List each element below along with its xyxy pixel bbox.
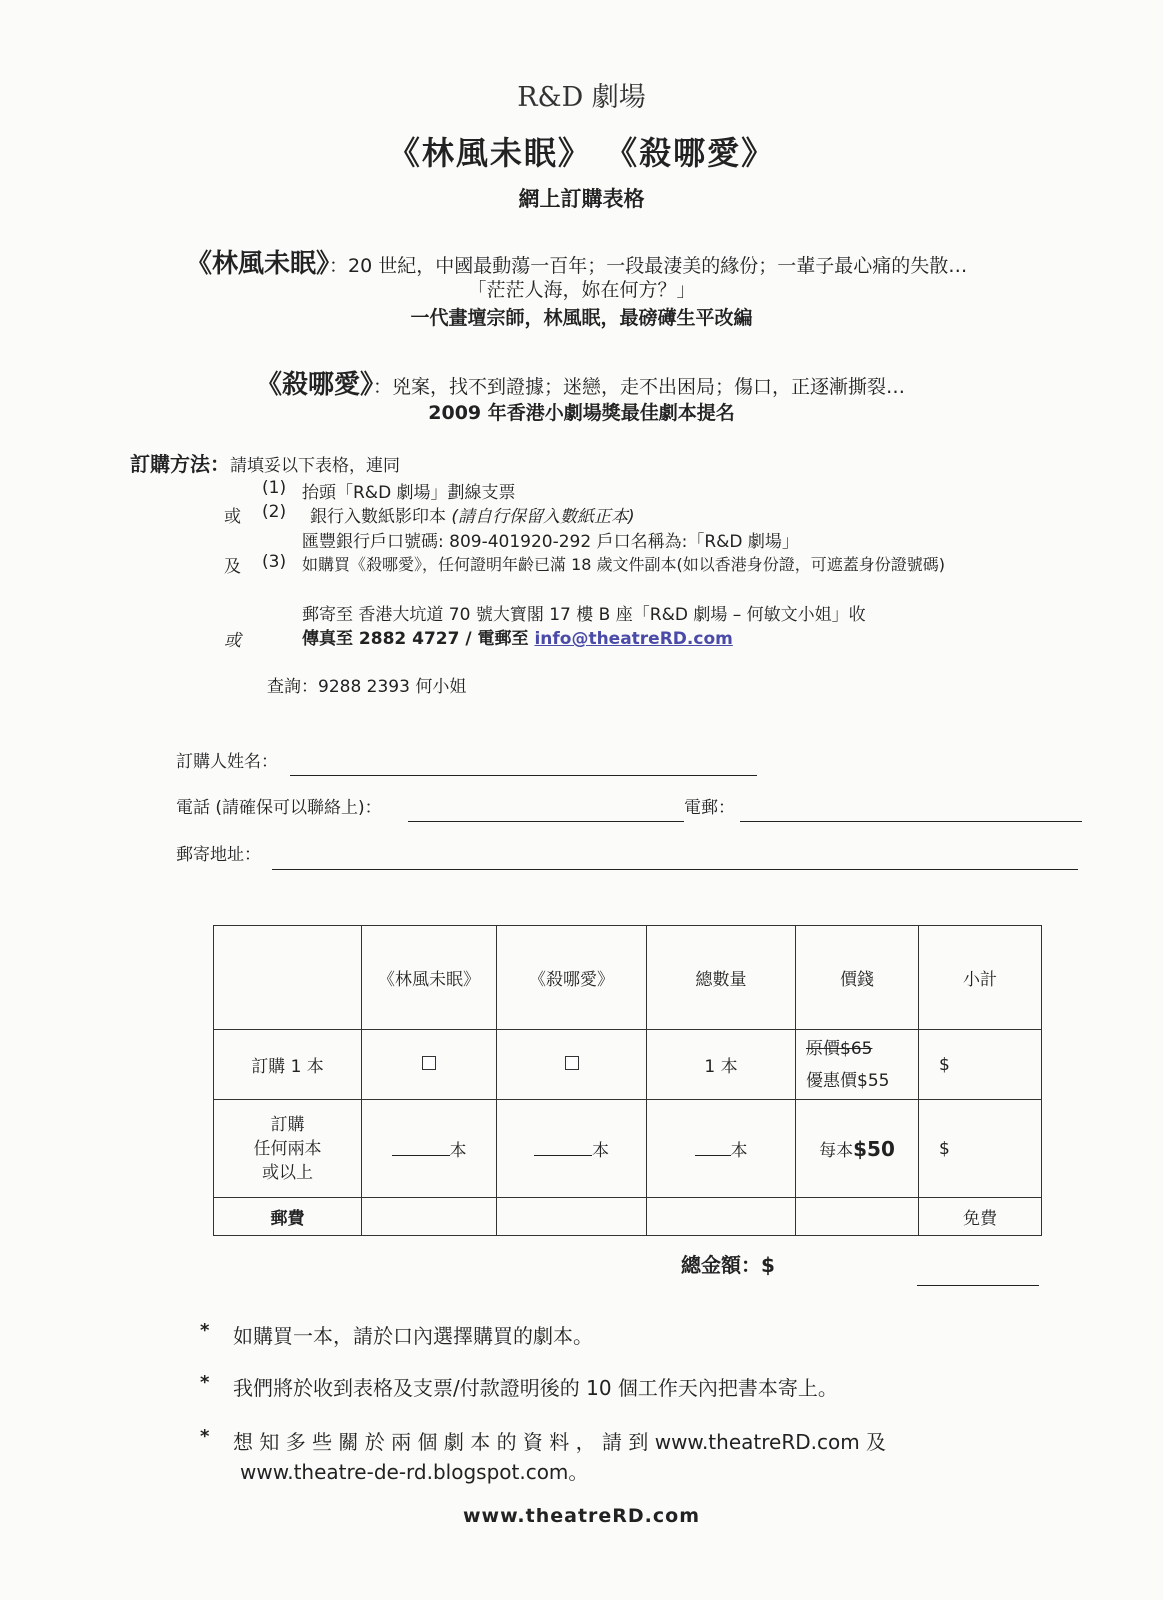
footer-url[interactable]: www.theatreRD.com [462,1505,701,1527]
play2-tagline: 2009 年香港小劇場獎最佳劇本提名 [428,402,735,424]
phone-label: 電話 (請確保可以聯絡上)： [176,798,382,818]
org-title: R&D 劇場 [517,82,646,113]
table-header-blank [214,926,362,1030]
fax-email-line [302,624,733,649]
table-row [214,1198,1042,1236]
row2-play1-cell [362,1100,497,1198]
row1-play1-cell [362,1030,497,1100]
row2-label-cell [214,1100,362,1198]
row2-price: $50 [853,1137,895,1161]
method-item2 [310,502,635,527]
method-label: 訂購方法： [130,452,230,476]
email-link[interactable]: info@theatreRD.com [534,629,733,649]
play1-qty-blank[interactable] [392,1141,450,1156]
plays-title: 《林風未眠》 《殺哪愛》 [387,134,776,172]
row2-play2-cell [497,1100,647,1198]
note1-bullet: * [200,1320,210,1341]
method-item2-text: 銀行入數紙影印本 [310,507,446,527]
row2-subtotal[interactable]: $ [919,1100,1042,1198]
unit-label: 本 [449,1141,467,1161]
play1-desc: ：20 世紀，中國最動蕩一百年；一段最淒美的緣份；一輩子最心痛的失散… [329,255,968,277]
row2-label-line1: 訂購 [270,1114,305,1135]
method-item1-num: (1) [262,478,287,498]
row1-disc-price: 優惠價$55 [806,1070,890,1091]
name-field[interactable] [290,775,757,776]
play2-name: 《殺哪愛》 [256,370,374,400]
row2-price-prefix: 每本 [819,1141,854,1161]
table-header-price: 價錢 [796,926,919,1030]
play1-name: 《林風未眠》 [186,249,330,279]
name-label: 訂購人姓名： [176,752,278,772]
table-header-play2: 《殺哪愛》 [497,926,647,1030]
row2-price-cell [796,1100,919,1198]
address-label: 郵寄地址： [176,845,261,865]
note2-bullet: * [200,1372,210,1393]
row1-qty: 1 本 [647,1030,796,1100]
row1-orig-price: 原價$65 [806,1038,873,1059]
row1-label: 訂購 1 本 [214,1030,362,1100]
row1-subtotal[interactable]: $ [919,1030,1042,1100]
table-header-qty: 總數量 [647,926,796,1030]
note3-line2: www.theatre-de-rd.blogspot.com。 [240,1460,589,1484]
table-row [214,1030,1042,1100]
play2-qty-blank[interactable] [534,1141,592,1156]
method-item2-num: (2) [262,502,287,522]
method-item1: 抬頭「R&D 劇場」劃線支票 [302,483,516,503]
play1-tagline: 一代畫壇宗師，林風眠，最磅礡生平改編 [410,307,753,329]
row3-empty-4 [796,1198,919,1236]
unit-label: 本 [592,1141,609,1161]
total-qty-blank[interactable] [695,1141,731,1156]
email-field[interactable] [740,821,1082,822]
method-item3-num: (3) [262,552,287,572]
method-and3: 及 [224,557,241,577]
play1-checkbox[interactable] [422,1056,436,1070]
note3-line1: 想 知 多 些 關 於 兩 個 劇 本 的 資 料 ， 請 到 www.theatreRD.com 及 [233,1430,887,1454]
row3-empty-3 [647,1198,796,1236]
form-title: 網上訂購表格 [518,187,645,211]
method-item2-note: (請自行保留入數紙正本) [451,507,635,527]
row3-postage: 免費 [919,1198,1042,1236]
method-or2: 或 [224,631,241,651]
row2-label-line2: 任何兩本 [253,1138,322,1159]
note3-bullet: * [200,1426,210,1447]
row3-empty-2 [497,1198,647,1236]
method-intro: 請填妥以下表格，連同 [230,456,400,476]
table-header-play1: 《林風未眠》 [362,926,497,1030]
row1-price-cell [796,1030,919,1100]
row2-label-line3: 或以上 [262,1162,313,1183]
play1-quote: 「茫茫人海，妳在何方？」 [467,279,696,301]
row3-label: 郵費 [214,1198,362,1236]
email-label: 電郵： [684,798,735,818]
mail-to: 郵寄至 香港大坑道 70 號大寶閣 17 樓 B 座「R&D 劇場 – 何敏文小姐」收 [302,605,866,625]
play2-checkbox[interactable] [565,1056,579,1070]
table-header-subtotal: 小計 [919,926,1042,1030]
row2-qty-cell [647,1100,796,1198]
row1-play2-cell [497,1030,647,1100]
order-table [213,925,1042,1236]
table-header-row [214,926,1042,1030]
method-or1: 或 [224,507,241,527]
row3-empty-1 [362,1198,497,1236]
method-line [130,448,400,477]
enquiry: 查詢：9288 2393 何小姐 [267,677,467,697]
fax-text: 傳真至 2882 4727 / 電郵至 [302,629,535,649]
bank-info: 匯豐銀行戶口號碼: 809-401920-292 戶口名稱為:「R&D 劇場」 [302,532,799,552]
method-item3: 如購買《殺哪愛》，任何證明年齡已滿 18 歲文件副本(如以香港身份證，可遮蓋身份證號碼) [302,555,946,574]
unit-label: 本 [730,1141,748,1161]
play2-line [256,364,905,401]
play2-desc: ：兇案，找不到證據；迷戀，走不出困局；傷口，正逐漸撕裂… [373,376,906,398]
total-field[interactable] [917,1285,1039,1286]
note2: 我們將於收到表格及支票/付款證明後的 10 個工作天內把書本寄上。 [233,1376,838,1400]
address-field[interactable] [272,869,1078,870]
note1: 如購買一本，請於口內選擇購買的劇本。 [233,1324,593,1348]
table-row [214,1100,1042,1198]
phone-field[interactable] [408,821,684,822]
total-label: 總金額：$ [681,1253,775,1277]
